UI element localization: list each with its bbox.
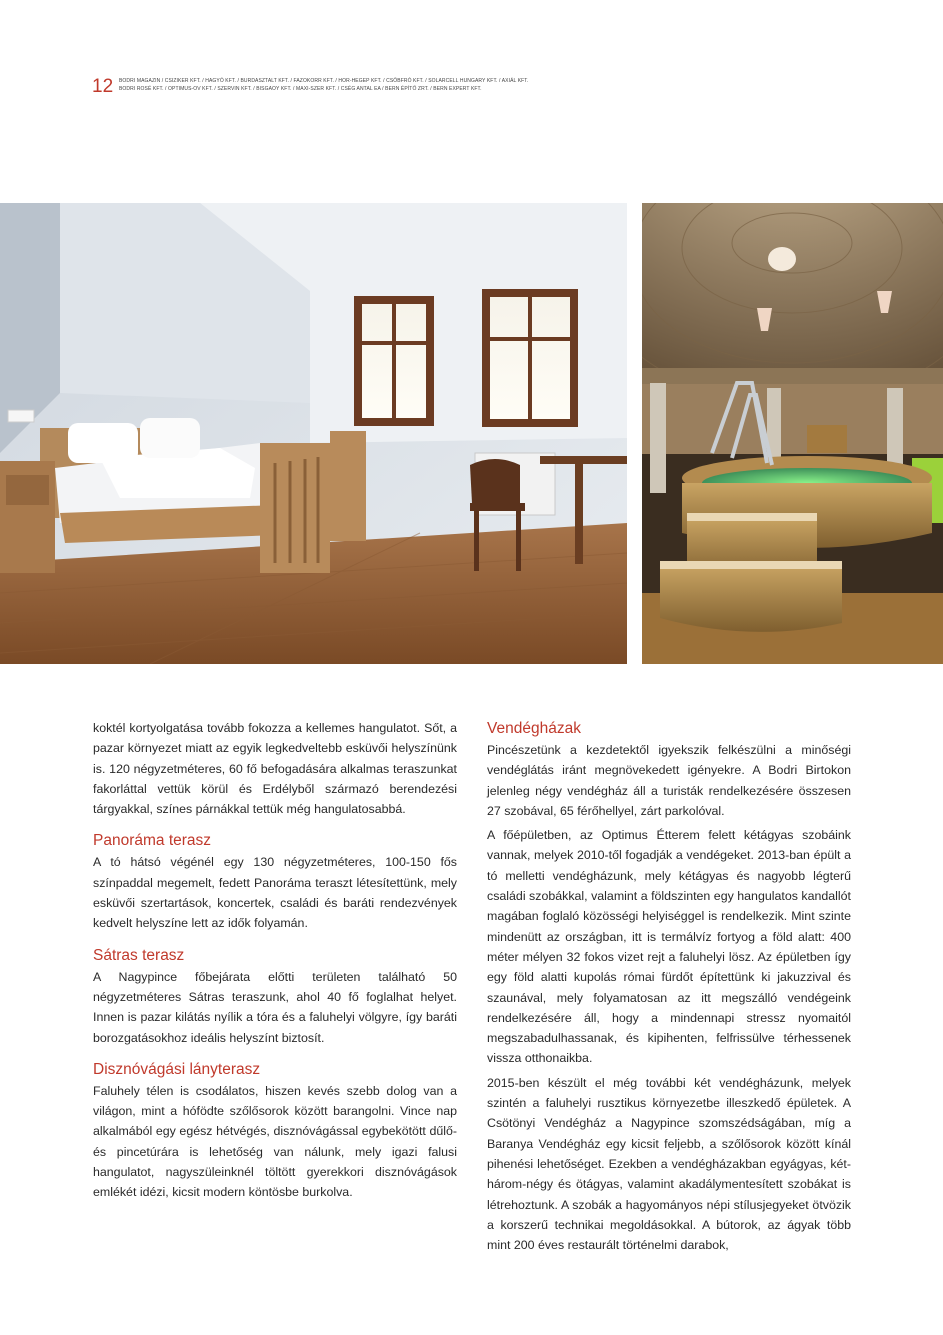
section-paragraph: A Nagypince főbejárata előtti területen található 50 négyzetméteres Sátras teraszunk, ahol 40 fő foglalhat helyet. Innen is pazar kilátás nyílik a tóra és a faluhelyi völgyre, így baráti borozgatásokhoz ideális helyszínt biztosít. [93,969,457,1045]
section-heading: Disznóvágási lányterasz [93,1060,261,1078]
sponsor-line: BODRI MAGAZIN / CSIZIKER KFT. / HAGYÓ KFT. / BURDASZTALT KFT. / FAZOKORR KFT. / HOR-HEGEP KFT. / CSŐBFRÓ KFT. / SOLARCELL HUNGARY KFT. / AXIÁL KFT. [119,78,529,84]
right-text-column [487,718,851,1255]
section-paragraph: Faluhely télen is csodálatos, hiszen kevés szebb dolog van a világon, mint a hófödte szőlősorok között barangolni. Vince nap alkalmából egy egész hétvégés, disznóvágással egybekötött dűlő- és pincetúrára is lehetőség van nálunk, mely igazi falusi hangulatot, nagyszüleinknél töltött gyerekkori disznóvágások emlékét idézi, kicsit modern köntösbe burkolva. [93,1083,457,1200]
section-paragraph: Pincészetünk a kezdetektől igyekszik felkészülni a minőségi vendéglátás iránt megnövekedett igényekre. A Bodri Birtokon jelenleg négy vendégház áll a turisták rendelkezésére összesen 27 szobával, 65 férőhellyel, zárt parkolóval. [487,743,851,818]
left-text-column [93,718,457,1203]
intro-paragraph: koktél kortyolgatása tovább fokozza a kellemes hangulatot. Sőt, a pazar környezet miatt az egyik legkedveltebb esküvői helyszínünk is. 120 négyzetméteres, 60 fő befogadására alkalmas teraszunkat fakorláttal vettük körül és Erdélyből származó berendezési tárgyakkal, színes párnákkal tettük még hangulatosabbá. [93,721,457,817]
bedroom-photo [0,203,627,664]
section-paragraph: A főépületben, az Optimus Étterem felett kétágyas szobáink vannak, melyek 2010-től fogadják a vendégeket. 2013-ban épült a tó melletti vendégházunk, mely kétágyas és nagyobb légterű családi szobákkal, valamint a földszinten egy hangulatos kandallót magában foglaló közösségi helyiséggel is rendelkezik. Mint szinte mindenütt az országban, itt is termálvíz fortyog a föld alatt: 400 méter mélyen 32 fokos vizet rejt a faluhelyi lösz. Az épületben így egy föld alatti kupolás római fürdőt építettünk ki jakuzzival és szaunával, mely folyamatosan az itt megszálló vendégeink rendelkezésére áll, hogy a mindennapi stressz nyomaitól megszabadulhassanak, és kipihenten, felfrissülve térhessenek vissza otthonaikba. [487,828,851,1066]
spa-pool-photo [642,203,943,664]
section-heading: Vendégházak [487,720,581,737]
sponsor-line: BODRI ROSÉ KFT. / OPTIMUS-OV KFT. / SZERVIN KFT. / BISGAOY KFT. / MAXI-SZER KFT. / CSÉG ANTAL EA / BERN ÉPÍTŐ ZRT. / BERN EXPERT KFT. [119,86,482,92]
section-paragraph: 2015-ben készült el még további két vendégházunk, melyek szintén a faluhelyi rusztikus környezetbe illeszkedő épületek. A Csötönyi Vendégház a Nagypince szomszédságában, míg a Baranya Vendégház egy kicsit feljebb, a szőlősorok között kínál pihenési lehetőséget. Ezekben a vendégházakban egyágyas, két-három-négy és ötágyas, valamint akadálymentesített szobákat is létrehoztunk. A szobák a hagyományos népi stílusjegyeket ötvözik a korszerű technikai megoldásokkal. A bútorok, az ágyak több mint 200 éves restaurált történelmi darabok, [487,1075,851,1253]
section-heading: Sátras terasz [93,946,185,964]
section-heading: Panoráma terasz [93,832,212,850]
section-paragraph: A tó hátsó végénél egy 130 négyzetméteres, 100-150 fős színpaddal megemelt, fedett Panoráma teraszt létesítettünk, mely esküvői szertartások, koncertek, családi és baráti rendezvények kedvelt helyszíne lett az idők folyamán. [93,855,457,931]
page-number: 12 [92,76,114,97]
sponsor-list [119,77,529,93]
